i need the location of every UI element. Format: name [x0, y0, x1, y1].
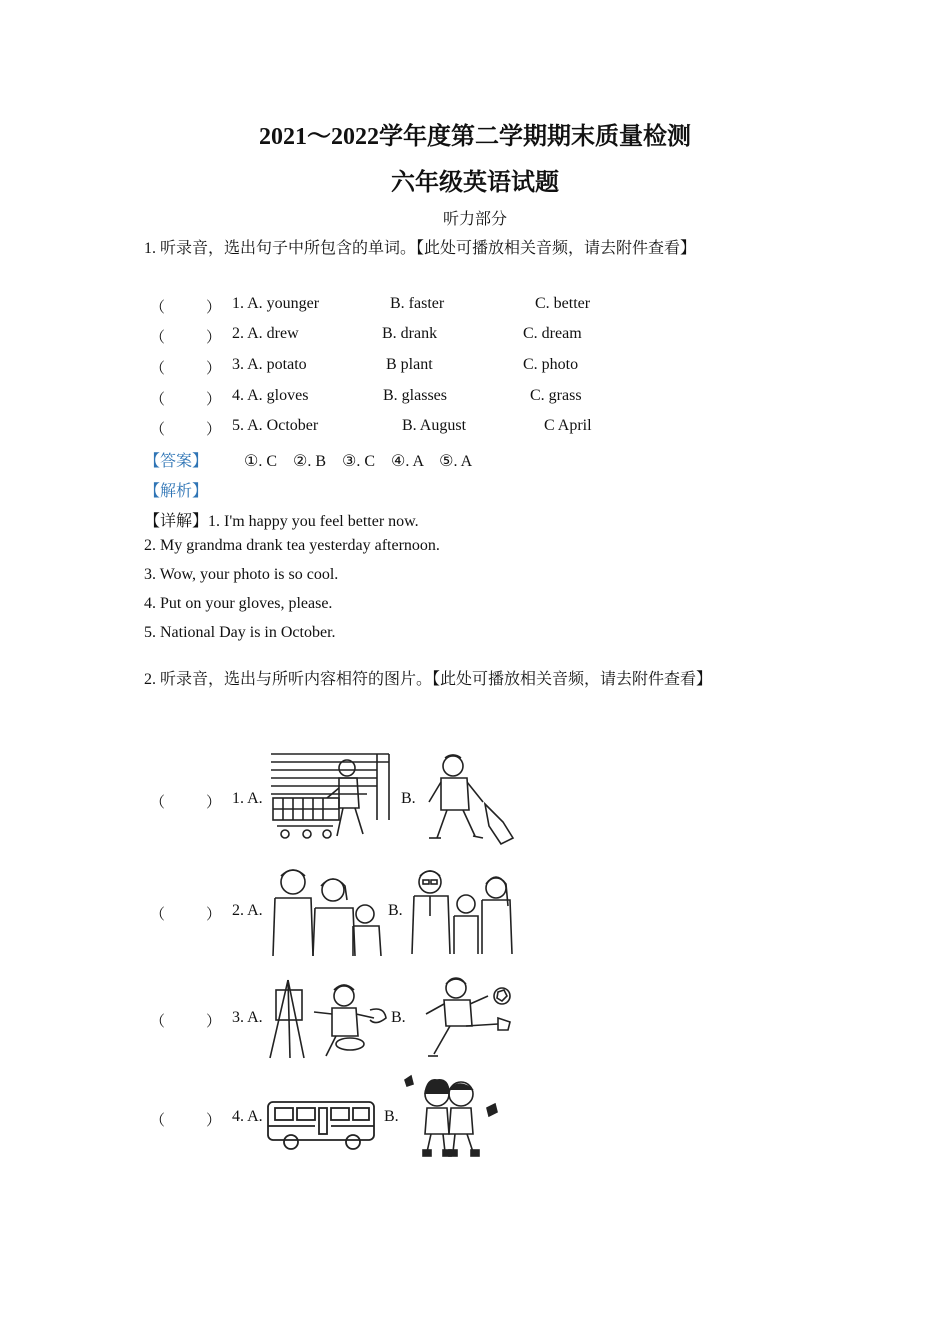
option-a: 5. A. October: [232, 417, 319, 434]
option-c: C April: [544, 417, 592, 434]
answer-blank-close: ）: [206, 330, 222, 346]
painting-easel-picture: [266, 976, 388, 1060]
answer-blank-open: （: [150, 300, 166, 316]
answer-blank-open: （: [150, 361, 166, 377]
answer-blank-close: ）: [206, 1113, 222, 1129]
option-b: B plant: [386, 356, 433, 373]
detail-line: 5. National Day is in October.: [144, 624, 336, 641]
answer-blank-open: （: [150, 795, 166, 811]
children-walking-picture: [401, 1072, 503, 1158]
detail-line: 3. Wow, your photo is so cool.: [144, 566, 339, 583]
page-subtitle: 六年级英语试题: [391, 170, 559, 196]
page-title: 2021～2022学年度第二学期期末质量检测: [259, 124, 691, 150]
answer-blank-open: （: [150, 1113, 166, 1129]
option-c: C. photo: [523, 356, 579, 373]
option-b-label: B.: [388, 902, 403, 919]
option-a: 3. A. potato: [232, 356, 307, 373]
option-c: C. dream: [523, 325, 582, 342]
answer-blank-close: ）: [206, 1014, 222, 1030]
family-picture: [269, 864, 385, 956]
option-b: B. faster: [390, 295, 445, 312]
answer-blank-close: ）: [206, 392, 222, 408]
option-c: C. grass: [530, 387, 582, 404]
answer-blank-close: ）: [206, 795, 222, 811]
answer-blank-open: （: [150, 422, 166, 438]
detail-line: 2. My grandma drank tea yesterday afternoon.: [144, 537, 440, 554]
option-a-label: 4. A.: [232, 1108, 263, 1125]
option-a-label: 1. A.: [232, 790, 263, 807]
option-c: C. better: [535, 295, 591, 312]
option-a: 2. A. drew: [232, 325, 299, 342]
analysis-tag: 【解析】: [144, 483, 209, 500]
answer-blank-close: ）: [206, 907, 222, 923]
playing-football-picture: [414, 974, 518, 1064]
answer-blank-open: （: [150, 1014, 166, 1030]
answer-blank-close: ）: [206, 300, 222, 316]
teacher-students-picture: [408, 866, 516, 956]
q1-instruction: 1. 听录音，选出句子中所包含的单词。【此处可播放相关音频，请去附件查看】: [144, 240, 697, 257]
detail-line: 4. Put on your gloves, please.: [144, 595, 333, 612]
answer-tag: 【答案】: [144, 453, 209, 470]
answer-key: ①. C ②. B ③. C ④. A ⑤. A: [244, 453, 473, 470]
answer-blank-open: （: [150, 392, 166, 408]
option-a: 1. A. younger: [232, 295, 320, 312]
option-b: B. glasses: [383, 387, 447, 404]
option-a-label: 2. A.: [232, 902, 263, 919]
shopping-cart-picture: [267, 750, 395, 842]
section-heading: 听力部分: [442, 211, 507, 228]
option-b-label: B.: [391, 1009, 406, 1026]
bus-picture: [265, 1096, 379, 1152]
q2-instruction: 2. 听录音，选出与所听内容相符的图片。【此处可播放相关音频，请去附件查看】: [144, 671, 713, 688]
answer-blank-open: （: [150, 907, 166, 923]
answer-blank-close: ）: [206, 361, 222, 377]
option-b: B. drank: [382, 325, 438, 342]
option-b-label: B.: [384, 1108, 399, 1125]
answer-blank-close: ）: [206, 422, 222, 438]
option-a-label: 3. A.: [232, 1009, 263, 1026]
boy-walking-picture: [423, 752, 519, 846]
detail-line: 【详解】1. I'm happy you feel better now.: [144, 513, 419, 530]
option-b: B. August: [402, 417, 467, 434]
option-b-label: B.: [401, 790, 416, 807]
answer-blank-open: （: [150, 330, 166, 346]
option-a: 4. A. gloves: [232, 387, 309, 404]
